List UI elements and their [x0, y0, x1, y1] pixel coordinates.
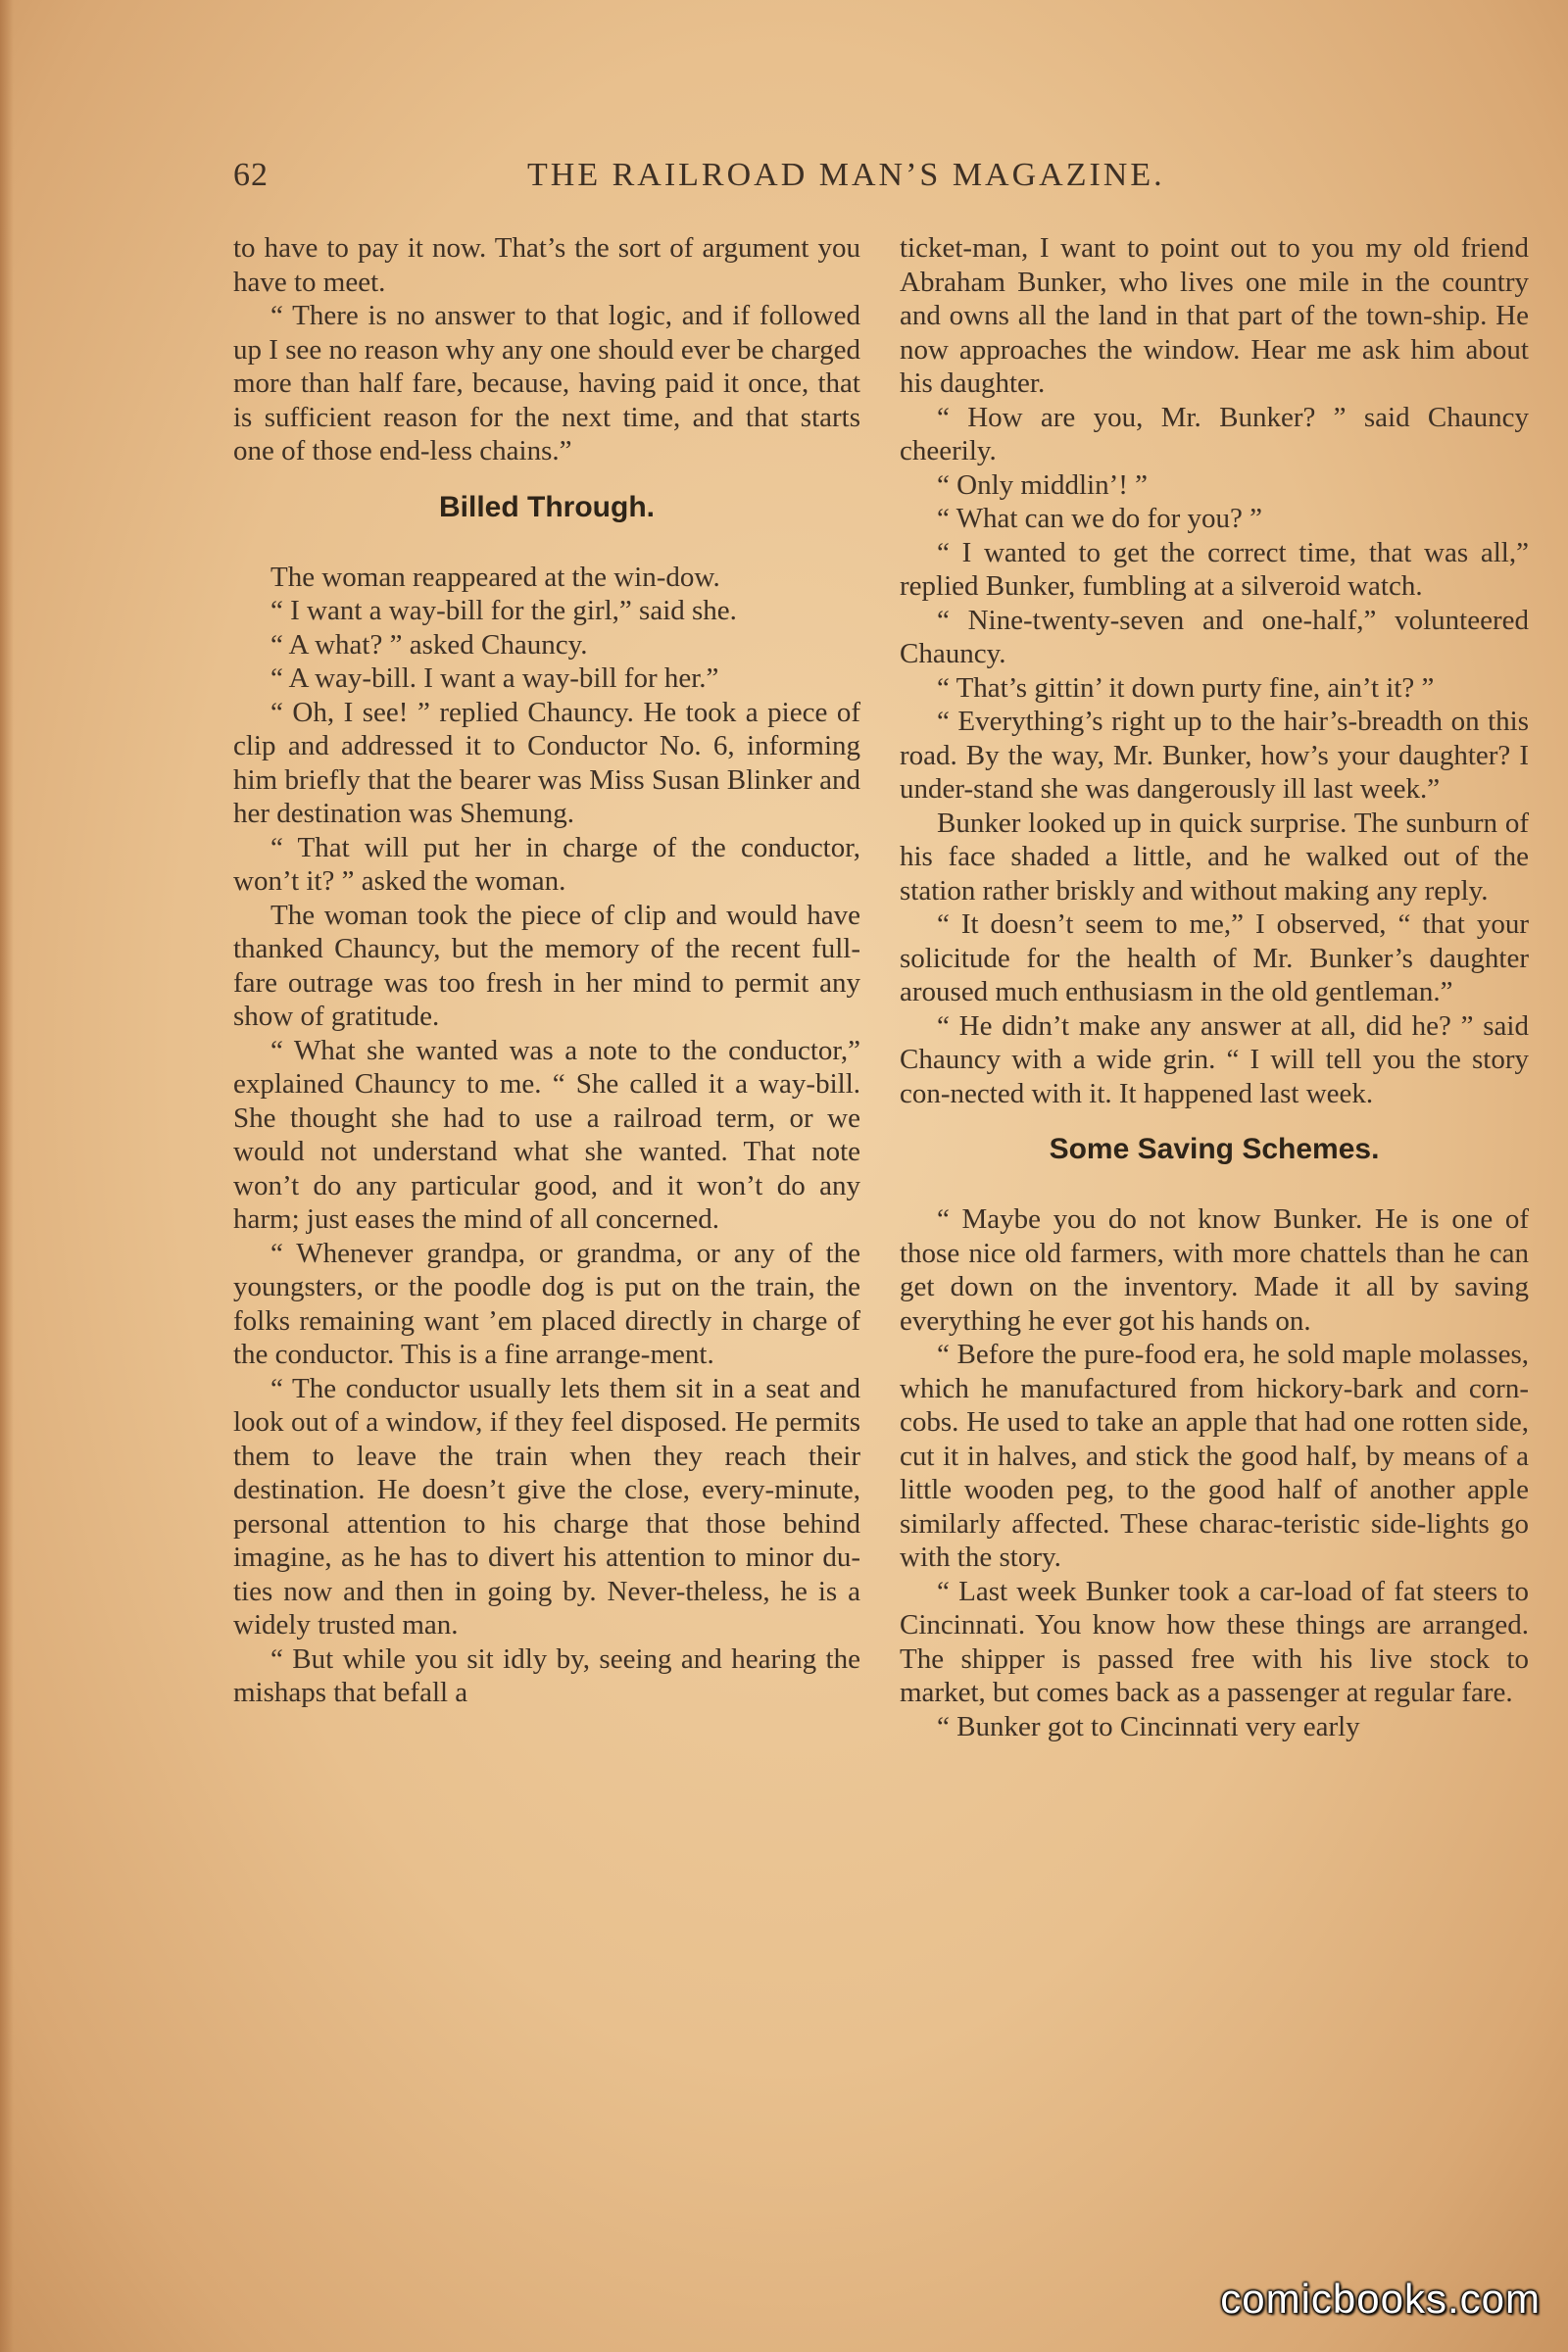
paragraph: “ He didn’t make any answer at all, did he? ” said Chauncy with a wide grin. “ I will tell you the story con-nected with it. It happened last week.: [900, 1009, 1529, 1109]
page-number: 62: [233, 157, 269, 193]
paragraph: The woman reappeared at the win-dow.: [270, 561, 720, 593]
section-heading-some-saving-schemes: Some Saving Schemes.: [1049, 1133, 1380, 1165]
paragraph: “ Oh, I see! ” replied Chauncy. He took a piece of clip and addressed it to Conductor No. 6, informing him briefly that the bearer was Miss Susan Blinker and her destination was Shemung.: [233, 696, 860, 829]
paragraph: “ How are you, Mr. Bunker? ” said Chauncy cheerily.: [900, 401, 1529, 466]
paragraph: “ A way-bill. I want a way-bill for her.”: [270, 662, 719, 694]
watermark-text: comicbooks.com: [1220, 2276, 1541, 2322]
paragraph: ticket-man, I want to point out to you my old friend Abraham Bunker, who lives one mile in the country and owns all the land in that part of the town-ship. He now approaches the window. Hear me ask him about his daughter.: [900, 232, 1529, 399]
paragraph: “ What she wanted was a note to the conductor,” explained Chauncy to me. “ She called it a way-bill. She thought she had to use a railroad term, or we would not understand what she wanted. That note won’t do any particular good, and it won’t do any harm; just eases the mind of all concerned.: [233, 1034, 860, 1235]
paragraph: “ There is no answer to that logic, and if followed up I see no reason why any one should ever be charged more than half fare, because, having paid it once, that is sufficient reason for the next time, and that starts one of those end-less chains.”: [233, 300, 860, 466]
paragraph: “ Bunker got to Cincinnati very early: [937, 1710, 1360, 1742]
page-header: [233, 157, 1233, 206]
paragraph: The woman took the piece of clip and would have thanked Chauncy, but the memory of the recent full-fare outrage was too fresh in her mind to permit any show of gratitude.: [233, 899, 860, 1032]
paragraph: “ A what? ” asked Chauncy.: [270, 628, 588, 661]
paragraph: “ But while you sit idly by, seeing and hearing the mishaps that befall a: [233, 1642, 860, 1708]
paragraph: “ Everything’s right up to the hair’s-breadth on this road. By the way, Mr. Bunker, how’s your daughter? I under-stand she was dangerously ill last week.”: [900, 706, 1529, 805]
paragraph: “ That’s gittin’ it down purty fine, ain’t it? ”: [937, 671, 1435, 704]
paragraph: to have to pay it now. That’s the sort of argument you have to meet.: [233, 232, 860, 298]
paragraph: “ It doesn’t seem to me,” I observed, “ that your solicitude for the health of Mr. Bunker’s daughter aroused much enthusiasm in the old gentleman.”: [900, 908, 1529, 1007]
paragraph: “ I want a way-bill for the girl,” said she.: [270, 595, 737, 626]
paragraph: “ Maybe you do not know Bunker. He is one of those nice old farmers, with more chattels than he can get down on the inventory. Made it all by saving everything he ever got his hands on.: [900, 1203, 1529, 1337]
paragraph: “ The conductor usually lets them sit in a seat and look out of a window, if they feel disposed. He permits them to leave the train when they reach their destination. He doesn’t give the close, every-minute, personal attention to his charge that those behind imagine, as he has to divert his attention to minor du-ties now and then in going by. Never-theless, he is a widely trusted man.: [233, 1372, 860, 1641]
paragraph: “ I wanted to get the correct time, that was all,” replied Bunker, fumbling at a silveroid watch.: [900, 536, 1529, 602]
paragraph: “ Last week Bunker took a car-load of fat steers to Cincinnati. You know how these things are arranged. The shipper is passed free with his live stock to market, but comes back as a passenger at regular fare.: [900, 1575, 1529, 1708]
paragraph: “ Whenever grandpa, or grandma, or any of the youngsters, or the poodle dog is put on the train, the folks remaining want ’em placed directly in charge of the conductor. This is a fine arrange-ment.: [233, 1237, 860, 1370]
page-edge: [0, 0, 14, 2352]
paragraph: “ Nine-twenty-seven and one-half,” volunteered Chauncy.: [900, 604, 1529, 669]
paragraph: “ What can we do for you? ”: [937, 503, 1263, 534]
paragraph: “ Before the pure-food era, he sold maple molasses, which he manufactured from hickory-bark and corn-cobs. He used to take an apple that had one rotten side, cut it in halves, and stick the good half, by means of a little wooden peg, to the good half of another apple similarly affected. These charac-teristic side-lights go with the story.: [900, 1339, 1529, 1573]
paragraph: Bunker looked up in quick surprise. The sunburn of his face shaded a little, and he walked out of the station rather briskly and without making any reply.: [900, 807, 1529, 906]
running-title: THE RAILROAD MAN’S MAGAZINE.: [527, 157, 1165, 193]
section-heading-billed-through: Billed Through.: [439, 490, 655, 523]
paragraph: “ That will put her in charge of the conductor, won’t it? ” asked the woman.: [233, 831, 860, 897]
paragraph: “ Only middlin’! ”: [937, 468, 1149, 501]
right-column: [900, 231, 1529, 1743]
left-column: [233, 231, 860, 1710]
